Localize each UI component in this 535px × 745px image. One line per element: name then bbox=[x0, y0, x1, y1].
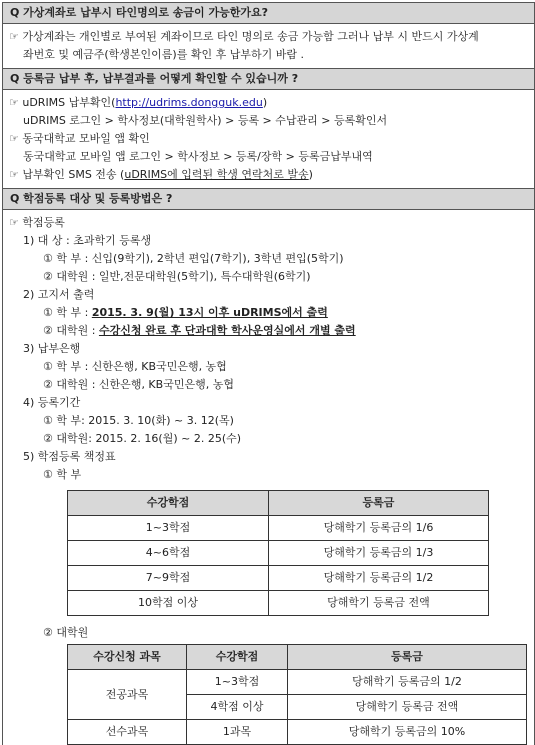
faq-document bbox=[2, 2, 535, 745]
section-heading: 5) 학점등록 책정표 bbox=[23, 450, 116, 463]
table-cell: 당해학기 등록금의 1/3 bbox=[269, 541, 489, 566]
answer-line: ① 학 부 : 신한은행, KB국민은행, 농협 bbox=[43, 360, 227, 373]
column-header: 수강신청 과목 bbox=[68, 645, 187, 670]
table-row bbox=[68, 720, 527, 745]
answer-text: ) bbox=[308, 168, 313, 181]
section-heading: 1) 대 상 : 초과학기 등록생 bbox=[23, 234, 152, 247]
grad-fee-table bbox=[67, 644, 527, 745]
section-heading: 3) 납부은행 bbox=[23, 342, 81, 355]
table-cell: 7~9학점 bbox=[68, 566, 269, 591]
table-row bbox=[68, 670, 527, 695]
table-cell: 당해학기 등록금의 1/2 bbox=[269, 566, 489, 591]
udrims-link[interactable]: http://udrims.dongguk.edu bbox=[115, 96, 263, 109]
answer-text: ☞ uDRIMS 납부확인( bbox=[9, 96, 116, 109]
table-header-row bbox=[68, 491, 489, 516]
answer-line: ① 학 부: 2015. 3. 10(화) ~ 3. 12(목) bbox=[43, 414, 234, 427]
column-header: 등록금 bbox=[269, 491, 489, 516]
table-cell: 10학점 이상 bbox=[68, 591, 269, 616]
section-heading: 4) 등록기간 bbox=[23, 396, 81, 409]
answer-line: ☞ 가상계좌는 개인별로 부여된 계좌이므로 타인 명의로 송금 가능함 그러나 납부 시 반드시 가상계 bbox=[9, 30, 479, 43]
question-heading: Q 가상계좌로 납부시 타인명의로 송금이 가능한가요? bbox=[3, 3, 534, 24]
answer-block bbox=[3, 24, 534, 68]
answer-line: ② 대학원 : 일반,전문대학원(5학기), 특수대학원(6학기) bbox=[43, 270, 311, 283]
answer-text: ) bbox=[262, 96, 268, 109]
answer-block bbox=[3, 210, 534, 745]
table-cell: 당해학기 등록금의 10% bbox=[288, 720, 527, 745]
answer-line bbox=[9, 322, 528, 340]
answer-line: uDRIMS 로그인 > 학사정보(대학원학사) > 등록 > 수납관리 > 등록확인서 bbox=[23, 114, 388, 127]
column-header: 수강학점 bbox=[187, 645, 288, 670]
question-heading: Q 학점등록 대상 및 등록방법은 ? bbox=[3, 188, 534, 210]
table-cell: 4~6학점 bbox=[68, 541, 269, 566]
answer-line: ☞ 학점등록 bbox=[9, 216, 65, 229]
table-cell: 1~3학점 bbox=[187, 670, 288, 695]
table-row bbox=[68, 591, 489, 616]
table-cell: 1~3학점 bbox=[68, 516, 269, 541]
answer-text: ② 대학원 : bbox=[43, 324, 99, 337]
table-row bbox=[68, 566, 489, 591]
answer-block bbox=[3, 90, 534, 188]
table-cell: 전공과목 bbox=[68, 670, 187, 720]
answer-text: ① 학 부 : bbox=[43, 306, 92, 319]
answer-line: ② 대학원 bbox=[43, 626, 89, 639]
table-row bbox=[68, 541, 489, 566]
answer-line: ② 대학원 : 신한은행, KB국민은행, 농협 bbox=[43, 378, 234, 391]
answer-text-underlined: uDRIMS에 입력된 학생 연락처로 발송 bbox=[124, 168, 309, 181]
table-header-row bbox=[68, 645, 527, 670]
section-heading: 2) 고지서 출력 bbox=[23, 288, 95, 301]
answer-line bbox=[9, 304, 528, 322]
column-header: 수강학점 bbox=[68, 491, 269, 516]
answer-line: 동국대학교 모바일 앱 로그인 > 학사정보 > 등록/장학 > 등록금납부내역 bbox=[23, 150, 373, 163]
table-cell: 당해학기 등록금 전액 bbox=[269, 591, 489, 616]
answer-line bbox=[9, 94, 528, 112]
table-row bbox=[68, 516, 489, 541]
table-cell: 당해학기 등록금 전액 bbox=[288, 695, 527, 720]
undergrad-fee-table bbox=[67, 490, 489, 616]
answer-text-emphasis: 2015. 3. 9(월) 13시 이후 uDRIMS에서 출력 bbox=[91, 306, 328, 319]
answer-line: ☞ 동국대학교 모바일 앱 확인 bbox=[9, 132, 150, 145]
answer-line: ① 학 부 : 신입(9학기), 2학년 편입(7학기), 3학년 편입(5학기) bbox=[43, 252, 344, 265]
answer-text: ☞ 납부확인 SMS 전송 ( bbox=[9, 168, 125, 181]
answer-line bbox=[9, 166, 528, 184]
answer-text-emphasis: 수강신청 완료 후 단과대학 학사운영실에서 개별 출력 bbox=[98, 324, 356, 337]
table-cell: 1과목 bbox=[187, 720, 288, 745]
answer-line: ② 대학원: 2015. 2. 16(월) ~ 2. 25(수) bbox=[43, 432, 242, 445]
column-header: 등록금 bbox=[288, 645, 527, 670]
answer-line: 좌번호 및 예금주(학생본인이름)를 확인 후 납부하기 바람 . bbox=[23, 48, 304, 61]
answer-line: ① 학 부 bbox=[43, 468, 82, 481]
table-cell: 4학점 이상 bbox=[187, 695, 288, 720]
question-heading: Q 등록금 납부 후, 납부결과를 어떻게 확인할 수 있습니까 ? bbox=[3, 68, 534, 90]
table-cell: 당해학기 등록금의 1/2 bbox=[288, 670, 527, 695]
table-cell: 선수과목 bbox=[68, 720, 187, 745]
table-cell: 당해학기 등록금의 1/6 bbox=[269, 516, 489, 541]
